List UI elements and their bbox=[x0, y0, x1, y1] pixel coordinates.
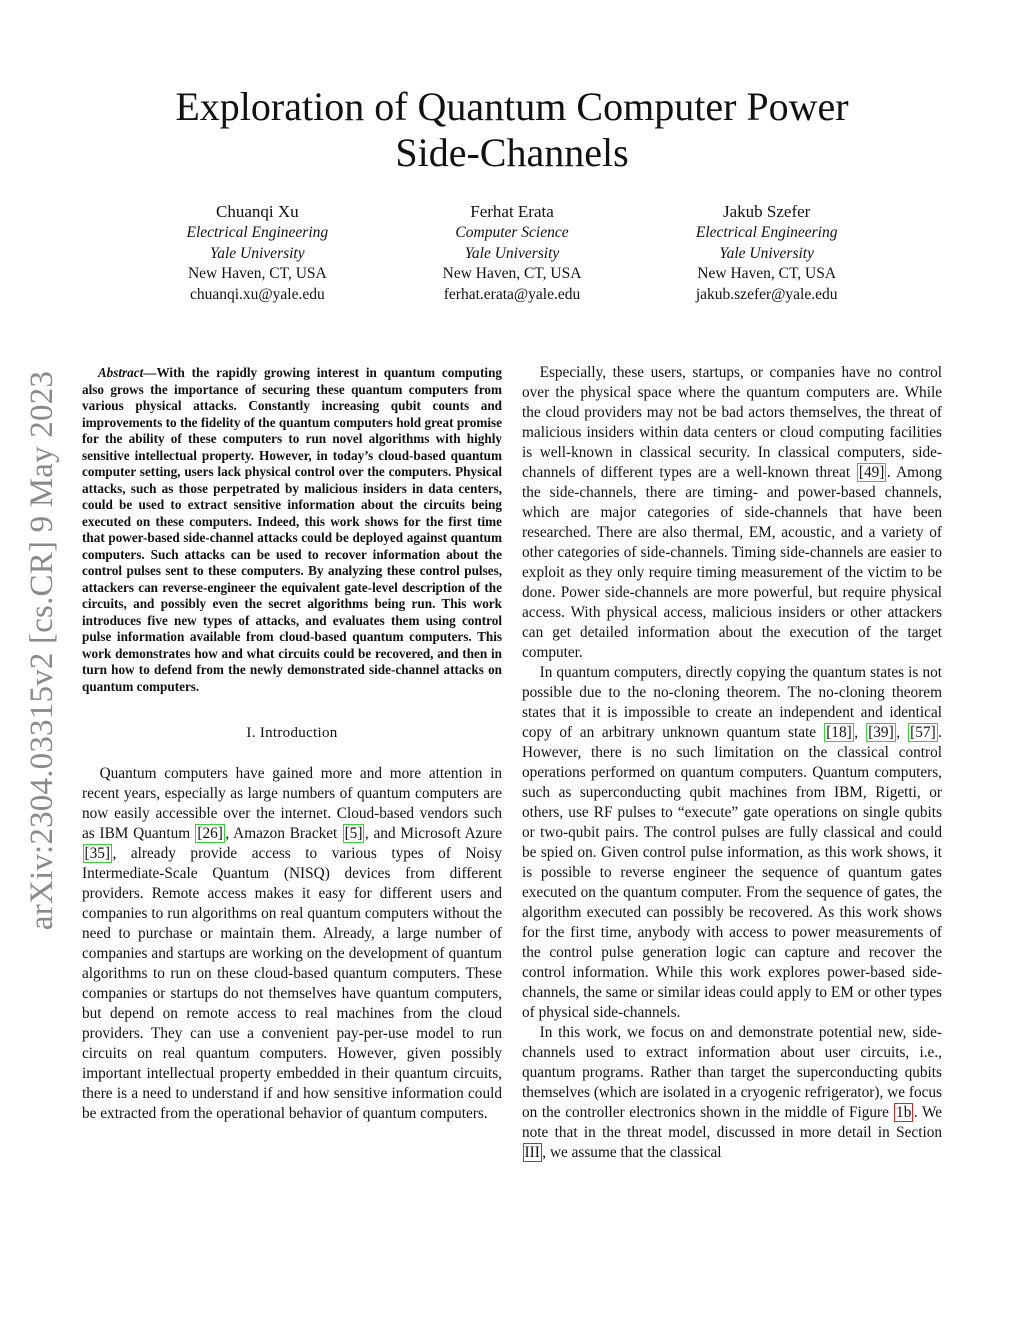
title-line-2: Side-Channels bbox=[395, 130, 629, 175]
text-run: In quantum computers, directly copying the quantum states is not possible due to the no-cloning theorem. The no-cloning theorem states that it is impossible to create an independent and identical copy of an arbitrary unknown quantum state bbox=[522, 664, 942, 741]
right-paragraph-2 bbox=[522, 663, 942, 1023]
right-column bbox=[522, 363, 942, 1163]
author-location: New Haven, CT, USA bbox=[697, 265, 837, 283]
section-heading-introduction: I. Introduction bbox=[246, 725, 338, 741]
left-column bbox=[82, 365, 502, 1124]
text-run: . We note that in the threat model, discussed in more detail in Section bbox=[522, 1104, 943, 1141]
arxiv-stamp bbox=[13, 340, 73, 960]
citation-link[interactable]: [26] bbox=[197, 825, 223, 842]
citation-link[interactable]: [49] bbox=[858, 464, 885, 481]
author-name: Jakub Szefer bbox=[723, 202, 811, 221]
author-university: Yale University bbox=[464, 244, 560, 262]
right-paragraph-1 bbox=[522, 363, 942, 663]
abstract bbox=[82, 365, 502, 695]
text-run: , bbox=[896, 724, 908, 741]
text-run: , and Microsoft Azure bbox=[364, 825, 502, 842]
text-run: Quantum computers have gained more and more attention in recent years, especially as large numbers of quantum computers are now easily accessible over the internet. Cloud-based vendors such as IBM Quantum bbox=[82, 765, 502, 842]
citation-link[interactable]: [39] bbox=[868, 724, 894, 741]
author-email[interactable]: jakub.szefer@yale.edu bbox=[695, 285, 838, 303]
arxiv-id-text: arXiv:2304.03315v2 [cs.CR] 9 May 2023 bbox=[24, 370, 61, 930]
abstract-label: Abstract bbox=[97, 365, 144, 380]
author-email[interactable]: ferhat.erata@yale.edu bbox=[443, 285, 581, 303]
author-location: New Haven, CT, USA bbox=[187, 265, 327, 283]
intro-paragraph-1 bbox=[82, 764, 502, 1124]
author-3 bbox=[639, 201, 894, 305]
author-department: Electrical Engineering bbox=[186, 224, 329, 241]
right-paragraph-3 bbox=[522, 1023, 942, 1163]
citation-link[interactable]: [5] bbox=[344, 825, 363, 842]
text-run: , we assume that the classical bbox=[542, 1144, 722, 1161]
author-department: Electrical Engineering bbox=[695, 224, 838, 241]
text-run: In this work, we focus on and demonstrate potential new, side-channels used to extract information about user circuits, i.e., quantum programs. Rather than target the superconducting qubits themselves (which are isolated in a cryogenic refrigerator), we focus on the controller electronics shown in the middle of Figure bbox=[522, 1024, 942, 1121]
author-name: Ferhat Erata bbox=[470, 202, 554, 221]
author-location: New Haven, CT, USA bbox=[442, 265, 582, 283]
text-run: , already provide access to various types of Noisy Intermediate-Scale Quantum (NISQ) devices from different providers. Remote access makes it easy for different users and companies to run algorithms on real quantum computers without the need to purchase or maintain them. Already, a large number of companies and startups are working on the development of quantum algorithms to run on these cloud-based quantum computers. These companies or startups do not themselves have quantum computers, but depend on remote access to real machines from the cloud providers. They can use a convenient pay-per-use model to run circuits on real quantum computers. However, given possibly important intellectual property embedded in their quantum circuits, there is a need to understand if and how sensitive information could be extracted from the operational behavior of quantum computers. bbox=[82, 845, 502, 1122]
figure-reference-link[interactable]: 1b bbox=[896, 1104, 912, 1121]
author-university: Yale University bbox=[719, 244, 814, 262]
citation-link[interactable]: [57] bbox=[910, 724, 936, 741]
author-1 bbox=[130, 201, 385, 305]
text-run: . Among the side-channels, there are timing- and power-based channels, which are major categories of side-channels that have been researched. There are also thermal, EM, acoustic, and a variety of other categories of side-channels. Timing side-channels are easier to exploit as they only require timing measurement of the victim to be done. Power side-channels are more powerful, but require physical access. With physical access, malicious insiders or other attackers can get detailed information about the execution of the target computer. bbox=[522, 464, 942, 661]
citation-link[interactable]: [18] bbox=[826, 724, 852, 741]
author-email[interactable]: chuanqi.xu@yale.edu bbox=[189, 285, 325, 303]
author-2 bbox=[385, 201, 640, 305]
abstract-text: —With the rapidly growing interest in quantum computing also grows the importance of securing these quantum computers from various physical attacks. Constantly increasing qubit counts and improvements to the fidelity of the quantum computers hold great promise for the ability of these computers to run novel algorithms with highly sensitive intellectual property. However, in today’s cloud-based quantum computer setting, users lack physical control over the computers. Physical attacks, such as those perpetrated by malicious insiders in data centers, could be used to extract sensitive information about the circuits being executed on these computers. Indeed, this work shows for the first time that power-based side-channel attacks could be deployed against quantum computers. Such attacks can be used to recover information about the control pulses sent to these computers. By analyzing these control pulses, attackers can reverse-engineer the equivalent gate-level description of the circuits, and possibly even the secret algorithms being run. This work introduces five new types of attacks, and evaluates them using control pulse information available from cloud-based quantum computers. This work demonstrates how and what circuits could be recovered, and then in turn how to defend from the newly demonstrated side-channel attacks on quantum computers. bbox=[82, 365, 502, 694]
paper-title bbox=[80, 84, 944, 176]
author-block bbox=[130, 201, 894, 305]
text-run: Especially, these users, startups, or companies have no control over the physical space where the quantum computers are. While the cloud providers may not be bad actors themselves, the threat of malicious insiders within data centers or cloud computing facilities is well-known in classical security. In classical computers, side-channels of different types are a well-known threat bbox=[522, 364, 942, 481]
text-run: . However, there is no such limitation on the classical control operations performed on quantum computers. Quantum computers, such as superconducting qubit machines from IBM, Rigetti, or others, use RF pulses to “execute” gate operations on single qubits or two-qubit pairs. The control pulses are fully classical and could be spied on. Given control pulse information, as this work shows, it is possible to reverse engineer the sequence of quantum gates executed on the quantum computer. From the sequence of gates, the algorithm executed can possibly be recovered. As this work shows for the first time, anybody with access to power measurements of the control pulse generation logic can capture and recover the control information. While this work explores power-based side-channels, the same or similar ideas could apply to EM or other types of physical side-channels. bbox=[522, 724, 942, 1021]
author-department: Computer Science bbox=[455, 224, 569, 241]
text-run: , bbox=[854, 724, 866, 741]
text-run: , Amazon Bracket bbox=[225, 825, 343, 842]
author-university: Yale University bbox=[210, 244, 305, 262]
author-name: Chuanqi Xu bbox=[216, 202, 299, 221]
title-line-1: Exploration of Quantum Computer Power bbox=[175, 84, 849, 129]
section-reference-link[interactable]: III bbox=[524, 1144, 540, 1161]
citation-link[interactable]: [35] bbox=[84, 845, 110, 862]
